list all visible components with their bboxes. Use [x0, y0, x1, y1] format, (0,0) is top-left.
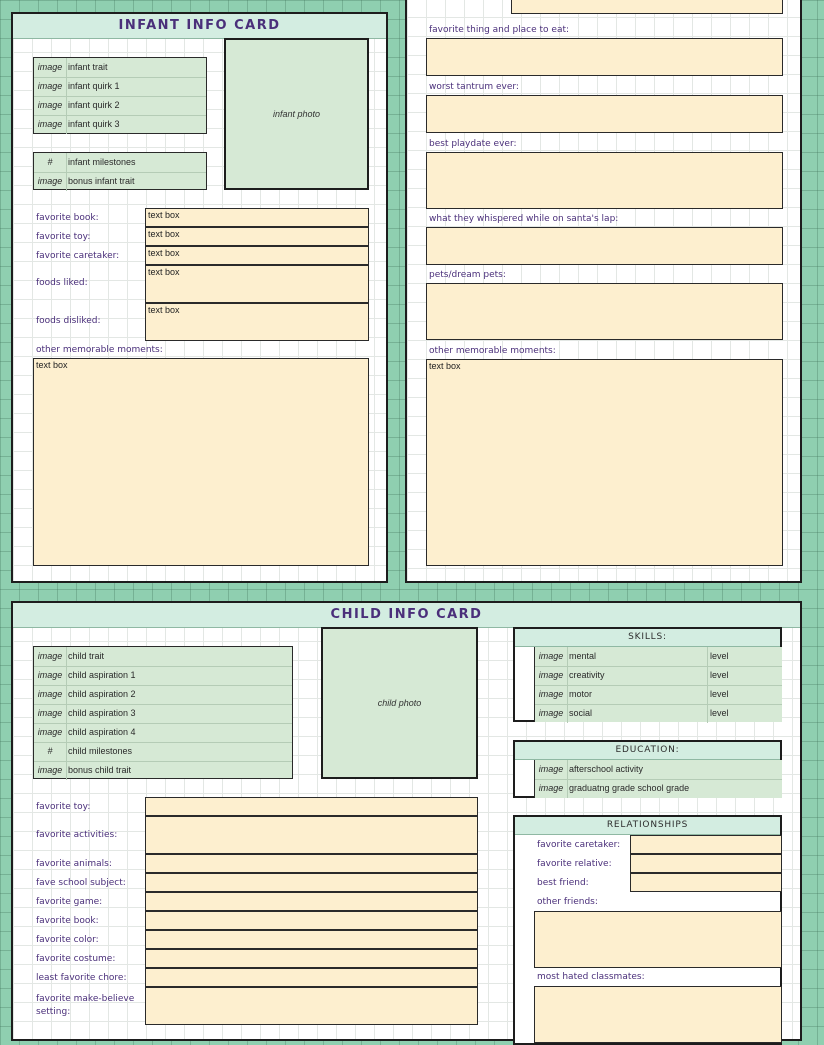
- field-label-best-friend: best friend:: [537, 878, 589, 888]
- trait-value[interactable]: infant quirk 3: [68, 119, 120, 129]
- favorite-caretaker-textbox[interactable]: [630, 835, 782, 854]
- trait-key: image: [34, 96, 67, 115]
- skill-level[interactable]: level: [707, 647, 782, 666]
- table-row: [535, 760, 782, 780]
- field-label-favorite-toy: favorite toy:: [36, 232, 91, 242]
- favorite-thing-eat-textbox[interactable]: [426, 38, 783, 76]
- skill-name[interactable]: mental: [569, 651, 597, 661]
- field-label-foods-liked: foods liked:: [36, 278, 88, 288]
- pets-textbox[interactable]: [426, 283, 783, 340]
- field-label-most-hated-classmates: most hated classmates:: [537, 972, 645, 982]
- trait-key: image: [34, 647, 67, 666]
- table-row: [34, 58, 206, 78]
- trait-value[interactable]: child milestones: [68, 746, 133, 756]
- best-friend-textbox[interactable]: [630, 873, 782, 892]
- favorite-costume-textbox[interactable]: [145, 949, 478, 968]
- child-photo-label: child photo: [377, 698, 422, 708]
- other-memorable-moments-label: other memorable moments:: [429, 346, 556, 356]
- skill-key: image: [535, 647, 568, 666]
- fave-school-subject-textbox[interactable]: [145, 873, 478, 892]
- trait-value[interactable]: infant quirk 2: [68, 100, 120, 110]
- infant-photo[interactable]: [224, 38, 369, 190]
- other-friends-textbox[interactable]: [534, 911, 782, 968]
- table-row: [34, 647, 292, 667]
- skill-name[interactable]: creativity: [569, 670, 605, 680]
- table-row: [34, 723, 292, 743]
- field-label-favorite-toy: favorite toy:: [36, 802, 91, 812]
- right-moments-textbox[interactable]: text box: [426, 359, 783, 566]
- field-label-favorite-costume: favorite costume:: [36, 954, 116, 964]
- table-row: [535, 779, 782, 798]
- field-label-favorite-animals: favorite animals:: [36, 859, 112, 869]
- relationships-title: RELATIONSHIPS: [515, 817, 780, 835]
- education-key: image: [535, 779, 568, 798]
- table-row: [34, 685, 292, 705]
- favorite-relative-textbox[interactable]: [630, 854, 782, 873]
- field-label-favorite-caretaker: favorite caretaker:: [36, 251, 120, 261]
- trait-key: image: [34, 58, 67, 77]
- trait-key: image: [34, 685, 67, 704]
- field-label-favorite-activities: favorite activities:: [36, 830, 118, 840]
- field-label-other-friends: other friends:: [537, 897, 598, 907]
- table-row: [34, 115, 206, 134]
- table-row: [34, 77, 206, 97]
- favorite-animals-textbox[interactable]: [145, 854, 478, 873]
- trait-value[interactable]: child aspiration 4: [68, 727, 136, 737]
- table-row: [34, 172, 206, 191]
- field-label-favorite-thing-eat: favorite thing and place to eat:: [429, 25, 570, 35]
- table-row: [34, 96, 206, 116]
- skill-key: image: [535, 685, 568, 704]
- favorite-caretaker-textbox[interactable]: text box: [145, 246, 369, 265]
- table-row: [34, 153, 206, 173]
- field-label-favorite-caretaker: favorite caretaker:: [537, 840, 621, 850]
- skill-level[interactable]: level: [707, 704, 782, 723]
- table-row: [34, 761, 292, 780]
- field-label-worst-tantrum: worst tantrum ever:: [429, 82, 519, 92]
- field-label-pets: pets/dream pets:: [429, 270, 506, 280]
- skill-level[interactable]: level: [707, 685, 782, 704]
- education-table: [534, 760, 782, 798]
- infant-card-title: INFANT INFO CARD: [13, 14, 386, 39]
- favorite-book-textbox[interactable]: [145, 911, 478, 930]
- table-row: [34, 704, 292, 724]
- infant-extra-card: [405, 0, 802, 583]
- skills-title: SKILLS:: [515, 629, 780, 647]
- foods-liked-textbox[interactable]: text box: [145, 265, 369, 303]
- education-title: EDUCATION:: [515, 742, 780, 760]
- favorite-toy-textbox[interactable]: text box: [145, 227, 369, 246]
- trait-key: #: [34, 742, 67, 761]
- trait-key: image: [34, 77, 67, 96]
- trait-key: image: [34, 115, 67, 134]
- trait-key: image: [34, 704, 67, 723]
- trait-value[interactable]: infant quirk 1: [68, 81, 120, 91]
- field-label-favorite-book: favorite book:: [36, 213, 99, 223]
- trait-value[interactable]: infant trait: [68, 62, 108, 72]
- trait-value[interactable]: bonus child trait: [68, 765, 132, 775]
- skill-key: image: [535, 666, 568, 685]
- table-row: [535, 685, 782, 705]
- worst-tantrum-textbox[interactable]: [426, 95, 783, 133]
- least-favorite-chore-textbox[interactable]: [145, 968, 478, 987]
- education-box: [513, 740, 782, 798]
- milestone-key: image: [34, 172, 67, 191]
- skills-table: [534, 647, 782, 722]
- trait-value[interactable]: child aspiration 2: [68, 689, 136, 699]
- skill-name[interactable]: social: [569, 708, 593, 718]
- infant-traits-table: [33, 57, 207, 134]
- milestone-key: #: [34, 153, 67, 172]
- child-info-card: [11, 601, 802, 1041]
- favorite-game-textbox[interactable]: [145, 892, 478, 911]
- infant-milestones-table: [33, 152, 207, 190]
- best-playdate-textbox[interactable]: [426, 152, 783, 209]
- child-card-title: CHILD INFO CARD: [13, 603, 800, 628]
- santas-lap-textbox[interactable]: [426, 227, 783, 265]
- trait-key: image: [34, 761, 67, 780]
- field-label-favorite-color: favorite color:: [36, 935, 99, 945]
- skills-box: [513, 627, 782, 722]
- trait-key: image: [34, 723, 67, 742]
- education-key: image: [535, 760, 568, 779]
- trait-value[interactable]: child aspiration 1: [68, 670, 136, 680]
- milestone-value[interactable]: infant milestones: [68, 157, 136, 167]
- table-row: [535, 666, 782, 686]
- favorite-activities-textbox[interactable]: [145, 816, 478, 854]
- field-label-least-favorite-chore: least favorite chore:: [36, 973, 127, 983]
- table-row: [535, 647, 782, 667]
- field-label-make-believe-setting: favorite make-believe setting:: [36, 994, 135, 1017]
- field-label-best-playdate: best playdate ever:: [429, 139, 517, 149]
- foods-disliked-textbox[interactable]: text box: [145, 303, 369, 341]
- skill-key: image: [535, 704, 568, 723]
- table-row: [535, 704, 782, 723]
- relationships-box: [513, 815, 782, 1045]
- trait-value[interactable]: child trait: [68, 651, 105, 661]
- field-label-santas-lap: what they whispered while on santa's lap:: [429, 214, 619, 224]
- trait-key: image: [34, 666, 67, 685]
- field-label-fave-school-subject: fave school subject:: [36, 878, 126, 888]
- infant-photo-label: infant photo: [272, 109, 321, 119]
- table-row: [34, 666, 292, 686]
- field-label-foods-disliked: foods disliked:: [36, 316, 101, 326]
- field-label-favorite-relative: favorite relative:: [537, 859, 612, 869]
- child-traits-table: [33, 646, 293, 779]
- education-value[interactable]: graduatng grade school grade: [569, 783, 690, 793]
- other-memorable-moments-label: other memorable moments:: [36, 345, 163, 355]
- skill-level[interactable]: level: [707, 666, 782, 685]
- make-believe-setting-textbox[interactable]: [145, 987, 478, 1025]
- infant-moments-textbox[interactable]: text box: [33, 358, 369, 566]
- favorite-book-textbox[interactable]: text box: [145, 208, 369, 227]
- child-photo[interactable]: [321, 627, 478, 779]
- favorite-toy-textbox[interactable]: [145, 797, 478, 816]
- table-row: [34, 742, 292, 762]
- milestone-value[interactable]: bonus infant trait: [68, 176, 135, 186]
- trait-value[interactable]: child aspiration 3: [68, 708, 136, 718]
- top-cutoff-textbox[interactable]: [511, 0, 783, 14]
- favorite-color-textbox[interactable]: [145, 930, 478, 949]
- skill-name[interactable]: motor: [569, 689, 593, 699]
- field-label-favorite-book: favorite book:: [36, 916, 99, 926]
- education-value[interactable]: afterschool activity: [569, 764, 644, 774]
- field-label-favorite-game: favorite game:: [36, 897, 103, 907]
- infant-info-card: [11, 12, 388, 583]
- most-hated-classmates-textbox[interactable]: [534, 986, 782, 1043]
